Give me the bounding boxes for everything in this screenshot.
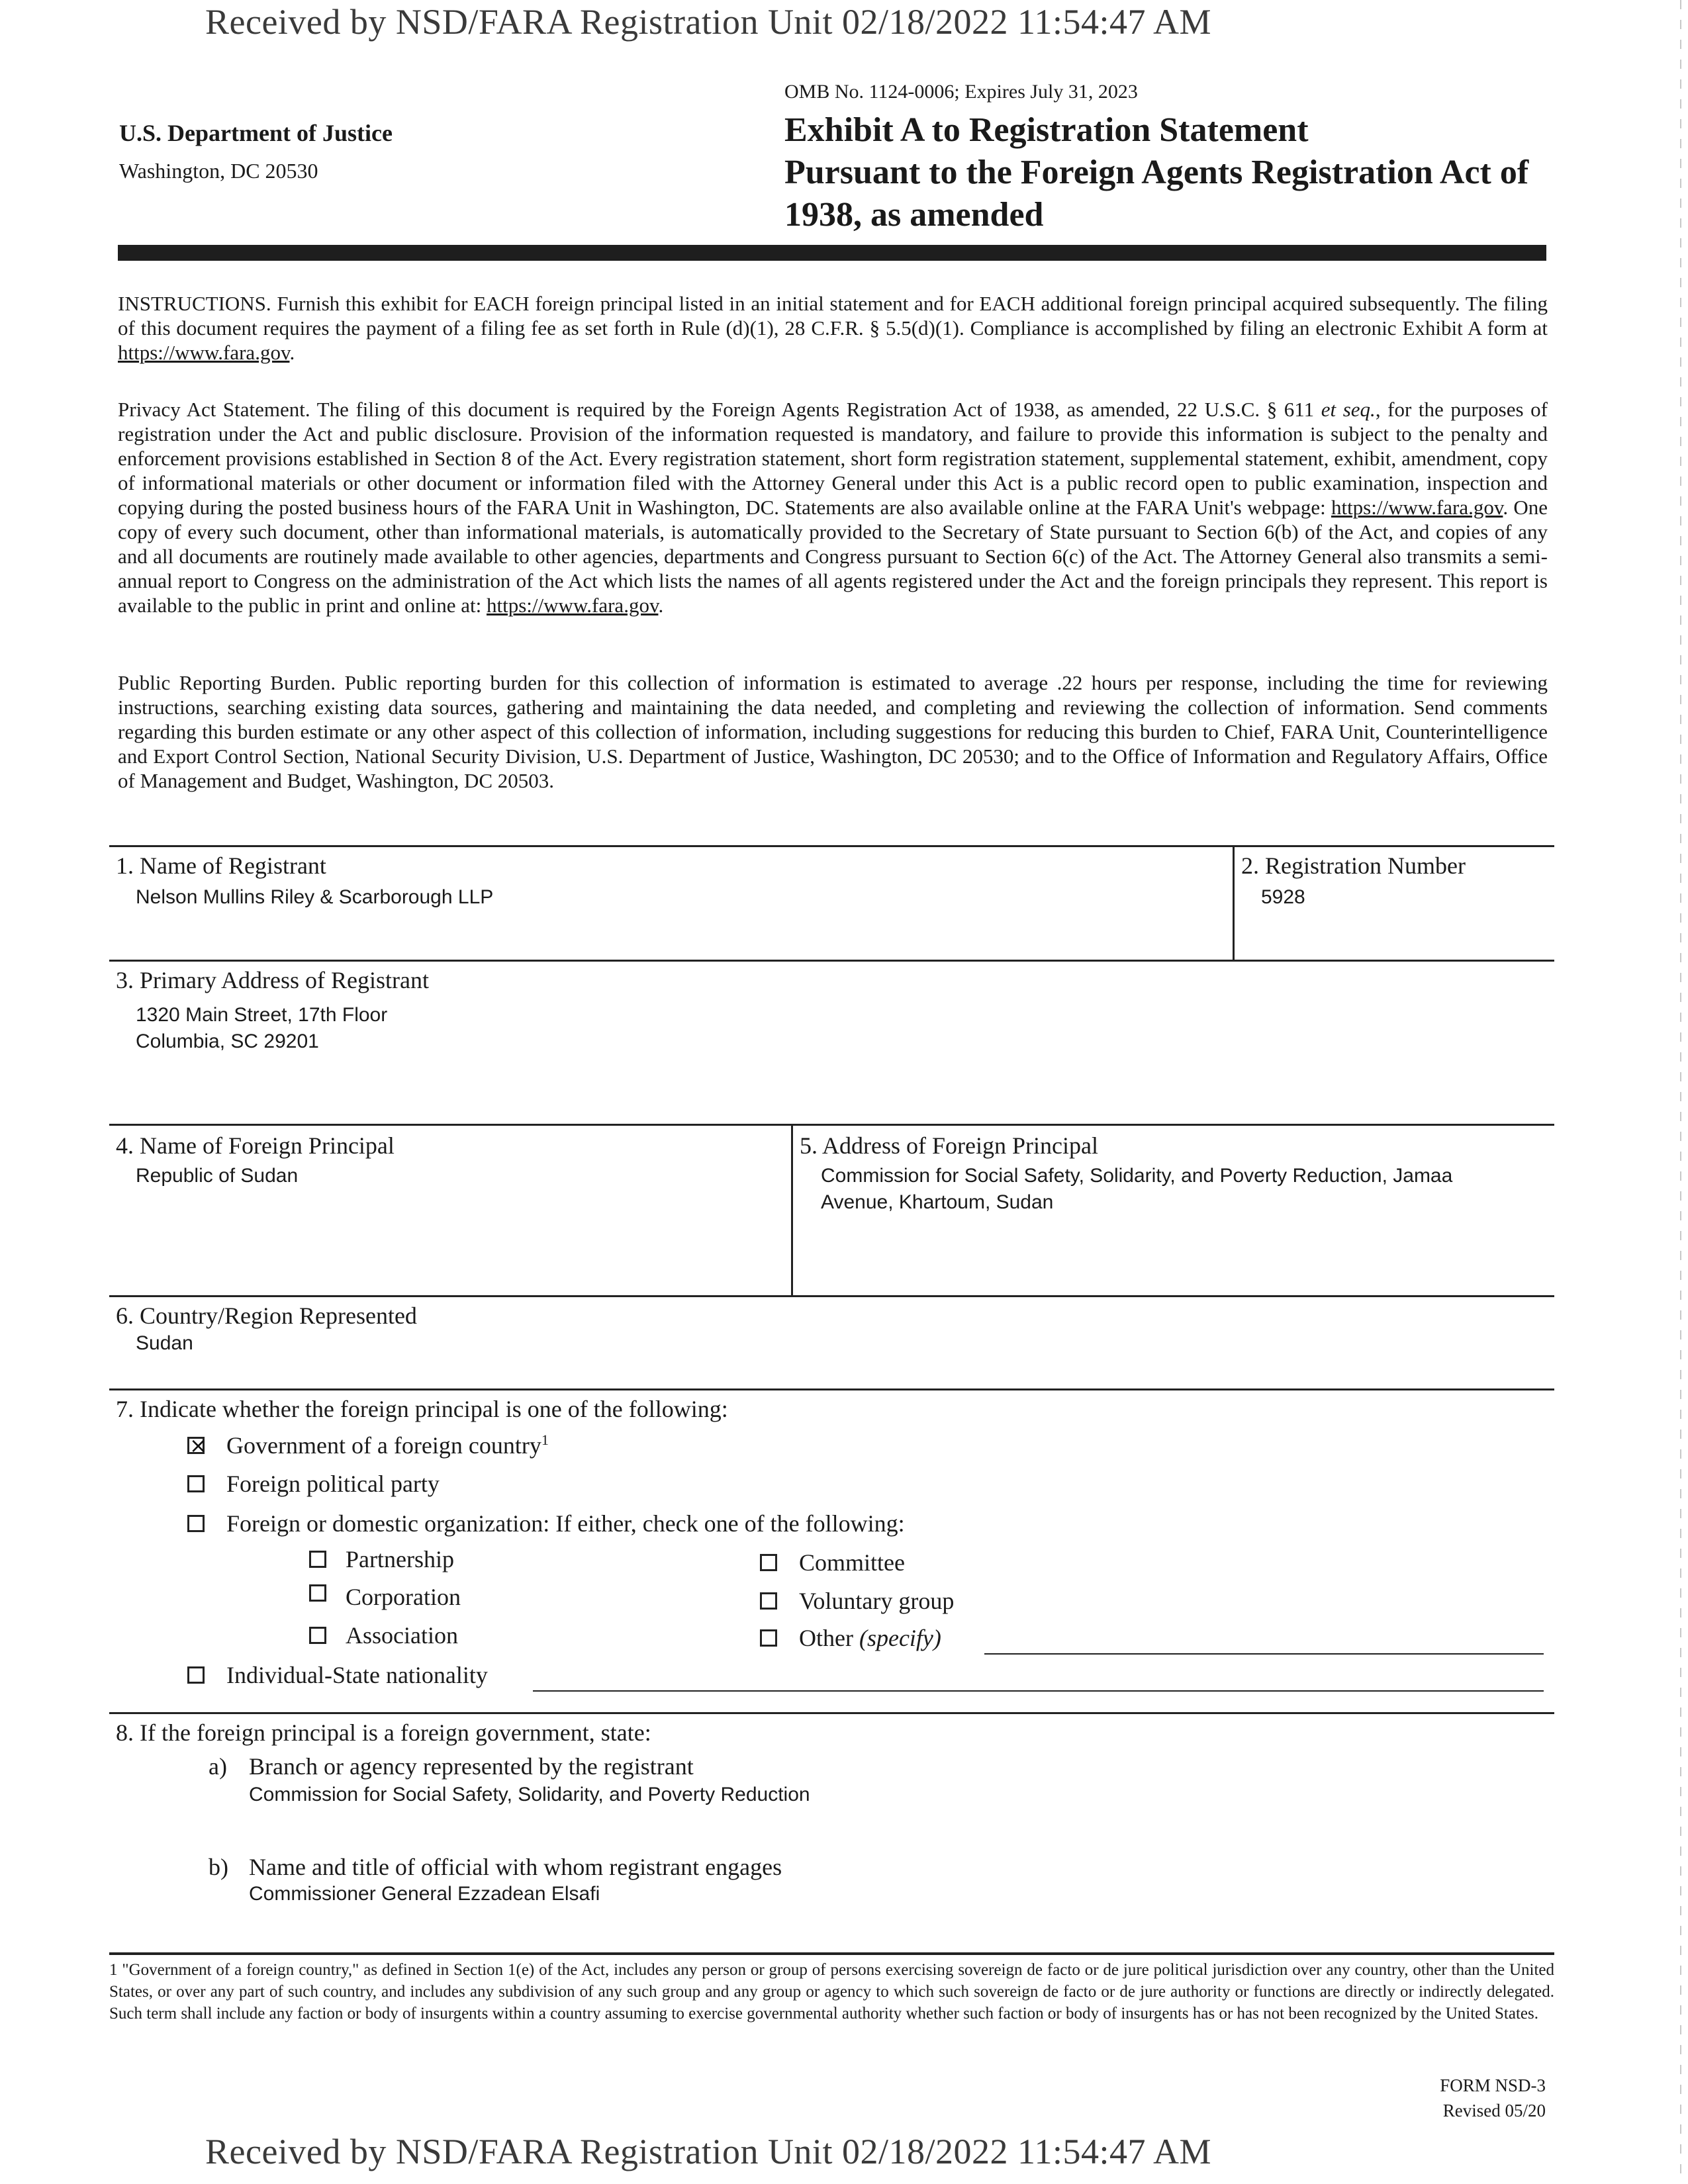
field-6-label: 6. Country/Region Represented: [116, 1302, 417, 1329]
government-checkbox[interactable]: [187, 1437, 205, 1454]
association-checkbox[interactable]: [309, 1627, 326, 1644]
branch-agency-value[interactable]: Commission for Social Safety, Solidarity, and Poverty Reduction: [249, 1784, 810, 1805]
field-2-label: 2. Registration Number: [1241, 852, 1466, 879]
organization-checkbox[interactable]: [187, 1515, 205, 1532]
department-city: Washington, DC 20530: [119, 159, 318, 183]
department-name: U.S. Department of Justice: [119, 120, 393, 146]
field-3-label: 3. Primary Address of Registrant: [116, 967, 429, 993]
other-checkbox[interactable]: [760, 1629, 777, 1647]
privacy-statement: Privacy Act Statement. The filing of this document is required by the Foreign Agents Registration Act of 1938, as amended, 22 U.S.C. § 611 et seq., for the purposes of registration under the Act and public disclosure. Provision of the information requested is mandatory, and failure to provide this information is subject to the penalty and enforcement provisions established in Section 8 of the Act. Every registration statement, short form registration statement, supplemental statement, exhibit, amendment, copy of informational materials or other document or information filed with the Attorney General under this Act is a public record open to public examination, inspection and copying during the posted business hours of the FARA Unit in Washington, DC. Statements are also available online at the FARA Unit's webpage: https://www.fara.gov. One copy of every such document, other than informational materials, is automatically provided to the Secretary of State pursuant to Section 6(b) of the Act, and copies of any and all documents are routinely made available to other agencies, departments and Congress pursuant to Section 6(c) of the Act. The Attorney General also transmits a semi-annual report to Congress on the administration of the Act which lists the names of all agents registered under the Act and the foreign principals they represent. This report is available to the public in print and online at: https://www.fara.gov.: [118, 398, 1548, 617]
voluntary-group-option: Voluntary group: [799, 1588, 955, 1614]
government-option: Government of a foreign country$^1$: [226, 1432, 549, 1459]
field-5-label: 5. Address of Foreign Principal: [800, 1132, 1098, 1159]
rule-5: [109, 1388, 1554, 1390]
form-title: [784, 109, 1528, 236]
foreign-principal-address[interactable]: Commission for Social Safety, Solidarity, and Poverty Reduction, Jamaa Avenue, Khartoum, Sudan: [821, 1165, 1453, 1213]
committee-checkbox[interactable]: [760, 1554, 777, 1571]
corporation-checkbox[interactable]: [309, 1584, 326, 1602]
rule-2: [109, 960, 1554, 962]
omb-number: OMB No. 1124-0006; Expires July 31, 2023: [784, 81, 1138, 103]
received-stamp-top: Received by NSD/FARA Registration Unit 02/18/2022 11:54:47 AM: [205, 2, 1211, 42]
individual-nationality-line[interactable]: [533, 1690, 1544, 1692]
received-stamp-bottom: Received by NSD/FARA Registration Unit 02/18/2022 11:54:47 AM: [205, 2132, 1211, 2171]
form-title-line1: Exhibit A to Registration Statement: [784, 111, 1309, 149]
registrant-address[interactable]: 1320 Main Street, 17th Floor Columbia, SC 29201: [136, 1004, 388, 1052]
field-4-label: 4. Name of Foreign Principal: [116, 1132, 395, 1159]
country-represented[interactable]: Sudan: [136, 1332, 193, 1354]
rule-4: [109, 1295, 1554, 1297]
committee-option: Committee: [799, 1549, 905, 1576]
partnership-option: Partnership: [346, 1546, 454, 1572]
instructions-link[interactable]: https://www.fara.gov: [118, 341, 290, 364]
question-8-label: 8. If the foreign principal is a foreign government, state:: [116, 1719, 651, 1746]
divider-4-5: [791, 1124, 793, 1297]
footnote-ref: 1: [541, 1432, 549, 1448]
footnote-text: 1 "Government of a foreign country," as defined in Section 1(e) of the Act, includes any person or group of persons exercising sovereign de facto or de jure political jurisdiction over any country, other than the United States, or over any part of such country, and includes any subdivision of any such group and any group or agency to which such sovereign de facto or de jure authority or functions are directly or indirectly delegated. Such term shall include any faction or body of insurgents within a country assuming to exercise governmental authority whether such faction or body of insurgents has or has not been recognized by the United States.: [109, 1961, 1554, 2023]
rule-3: [109, 1124, 1554, 1126]
registration-number[interactable]: 5928: [1261, 886, 1305, 908]
divider-1-2: [1233, 845, 1235, 962]
political-party-checkbox[interactable]: [187, 1475, 205, 1492]
q8b-marker: b): [209, 1854, 228, 1880]
header-rule: [118, 245, 1546, 261]
form-title-line3: 1938, as amended: [784, 196, 1044, 234]
q8a-label: Branch or agency represented by the registrant: [249, 1753, 694, 1780]
voluntary-group-checkbox[interactable]: [760, 1592, 777, 1610]
burden-statement: Public Reporting Burden. Public reporting burden for this collection of information is estimated to average .22 hours per response, including the time for reviewing instructions, searching existing data sources, gathering and maintaining the data needed, and completing and reviewing the collection of information. Send comments regarding this burden estimate or any other aspect of this collection of information, including suggestions for reducing this burden to Chief, FARA Unit, Counterintelligence and Export Control Section, National Security Division, U.S. Department of Justice, Washington, DC 20530; and to the Office of Information and Regulatory Affairs, Office of Management and Budget, Washington, DC 20503.: [118, 671, 1548, 792]
political-party-option: Foreign political party: [226, 1471, 440, 1497]
q8a-marker: a): [209, 1753, 227, 1780]
form-id-block: [1377, 2073, 1546, 2123]
corporation-option: Corporation: [346, 1584, 461, 1610]
other-option: Other (specify): [799, 1625, 941, 1651]
organization-option: Foreign or domestic organization: If either, check one of the following:: [226, 1510, 905, 1537]
individual-checkbox[interactable]: [187, 1666, 205, 1684]
scan-edge: [1680, 0, 1681, 2184]
question-7-label: 7. Indicate whether the foreign principal is one of the following:: [116, 1396, 728, 1422]
other-specify-line[interactable]: [984, 1653, 1544, 1655]
form-number: FORM NSD-3: [1440, 2075, 1546, 2095]
privacy-link-2[interactable]: https://www.fara.gov: [487, 594, 659, 617]
footnote-rule: [109, 1952, 1554, 1955]
rule-1: [109, 845, 1554, 847]
form-revised: Revised 05/20: [1442, 2101, 1546, 2120]
field-1-label: 1. Name of Registrant: [116, 852, 326, 879]
individual-option: Individual-State nationality: [226, 1662, 488, 1688]
registrant-name[interactable]: Nelson Mullins Riley & Scarborough LLP: [136, 886, 494, 908]
instructions: INSTRUCTIONS. Furnish this exhibit for EACH foreign principal listed in an initial statement and for EACH additional foreign principal acquired subsequently. The filing of this document requires the payment of a filing fee as set forth in Rule (d)(1), 28 C.F.R. § 5.5(d)(1). Compliance is accomplished by filing an electronic Exhibit A form at https://www.fara.gov.: [118, 292, 1548, 364]
foreign-principal-name[interactable]: Republic of Sudan: [136, 1165, 299, 1187]
form-title-line2: Pursuant to the Foreign Agents Registration Act of: [784, 154, 1529, 191]
rule-6: [109, 1712, 1554, 1714]
q8b-label: Name and title of official with whom registrant engages: [249, 1854, 782, 1880]
official-name-value[interactable]: Commissioner General Ezzadean Elsafi: [249, 1883, 600, 1905]
association-option: Association: [346, 1622, 458, 1649]
privacy-link-1[interactable]: https://www.fara.gov: [1331, 496, 1503, 519]
partnership-checkbox[interactable]: [309, 1551, 326, 1568]
